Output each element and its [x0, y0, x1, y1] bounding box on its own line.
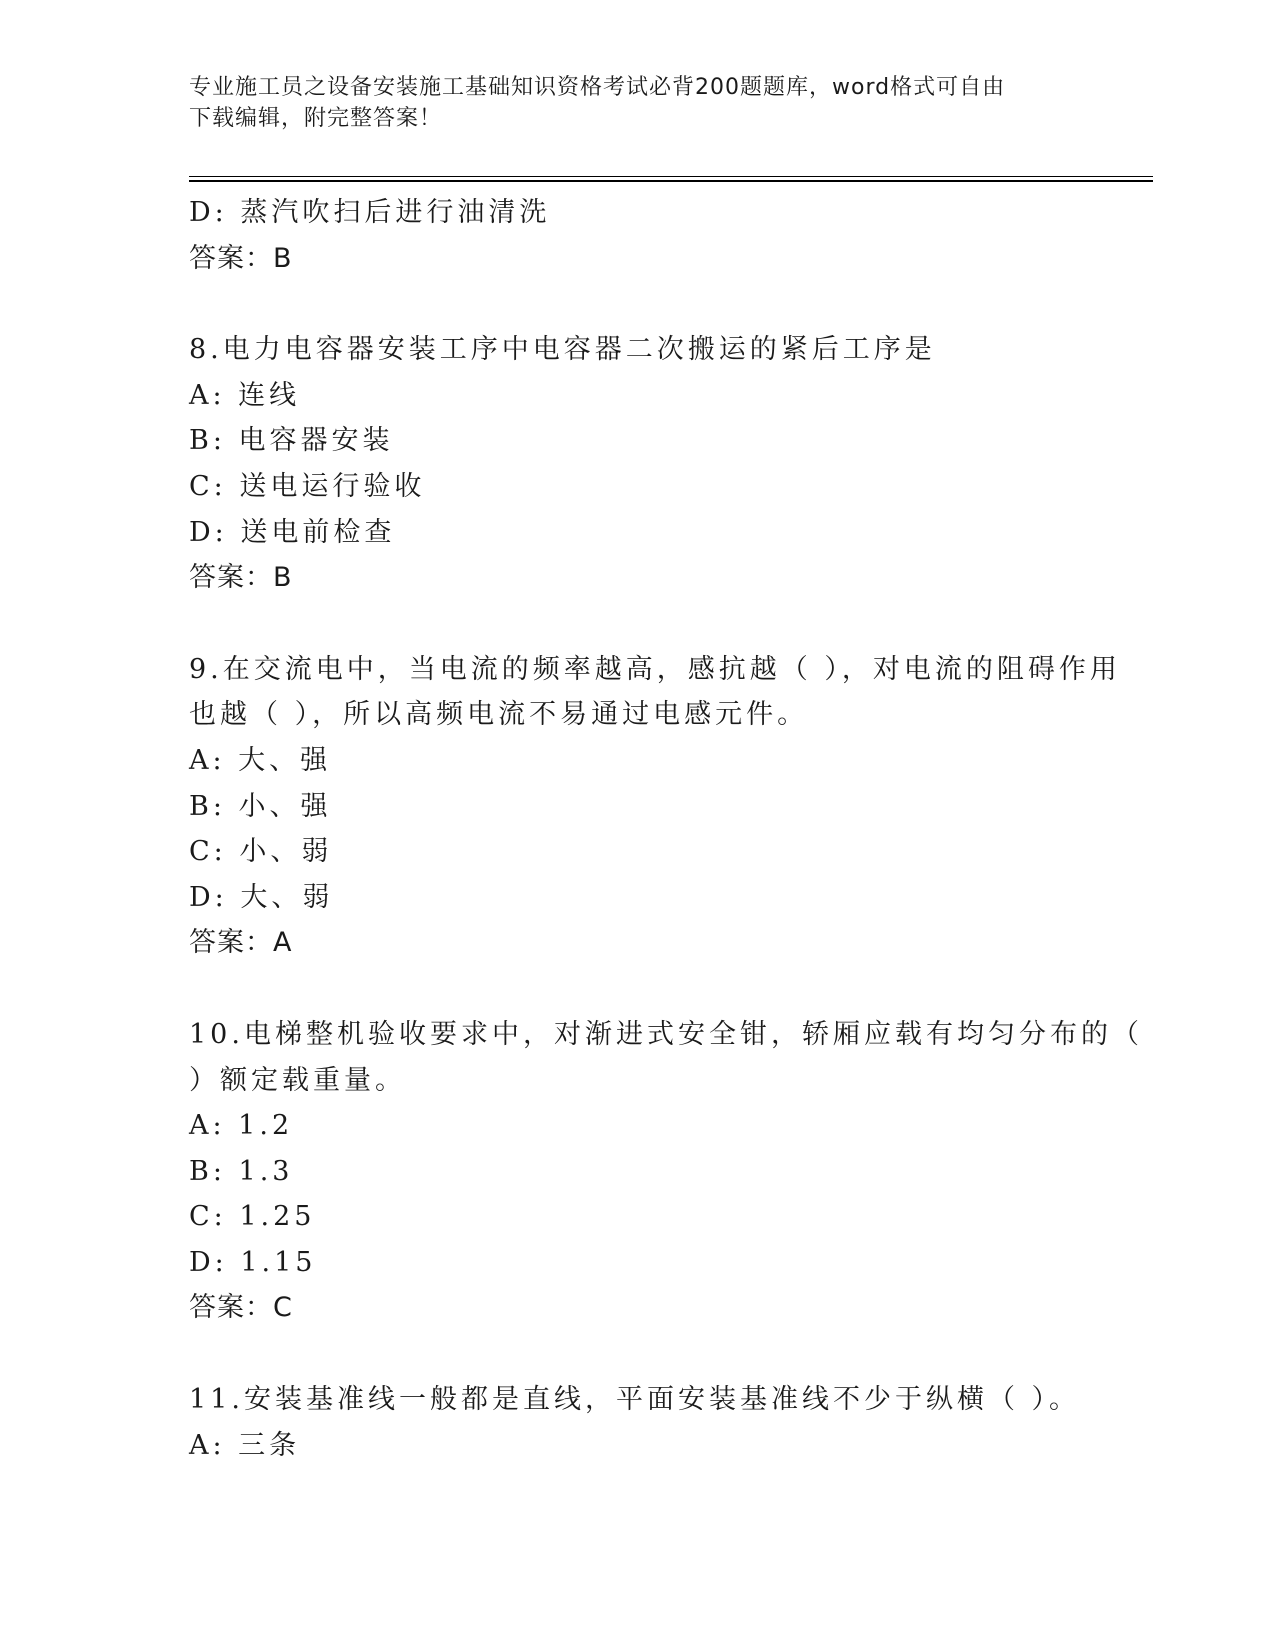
- q10-option-a: A: 1.2: [189, 1110, 294, 1142]
- q10-stem-line-2: ）额定载重量。: [189, 1064, 406, 1096]
- q10-answer: 答案：C: [189, 1292, 293, 1324]
- q9-option-d: D: 大、弱: [189, 881, 334, 913]
- header-line-1: 专业施工员之设备安装施工基础知识资格考试必背200题题库，word格式可自由: [189, 75, 1006, 100]
- q8-option-a: A: 连线: [189, 379, 301, 411]
- q9-option-b: B: 小、强: [189, 790, 332, 822]
- prev-option-d: D: 蒸汽吹扫后进行油清洗: [189, 197, 551, 228]
- q8-option-c: C: 送电运行验收: [189, 470, 426, 502]
- q9-answer: 答案：A: [189, 927, 293, 959]
- q10-option-c: C: 1.25: [189, 1201, 316, 1233]
- question-content: [189, 190, 1143, 1468]
- q9-option-a: A: 大、强: [189, 744, 332, 776]
- q9-option-c: C: 小、弱: [189, 836, 333, 868]
- q8-option-d: D: 送电前检查: [189, 516, 396, 548]
- q11-option-a: A: 三条: [189, 1429, 301, 1461]
- q8-stem: 8.电力电容器安装工序中电容器二次搬运的紧后工序是: [189, 334, 936, 366]
- document-header: [189, 72, 1089, 134]
- prev-answer: 答案：B: [189, 242, 293, 274]
- q11-stem: 11.安装基准线一般都是直线，平面安装基准线不少于纵横（ ）。: [189, 1384, 1081, 1416]
- q8-option-b: B: 电容器安装: [189, 425, 394, 457]
- q10-stem-line-1: 10.电梯整机验收要求中，对渐进式安全钳，轿厢应载有均匀分布的（: [189, 1018, 1143, 1050]
- header-rule-thick: [189, 180, 1153, 182]
- q9-stem-line-1: 9.在交流电中，当电流的频率越高，感抗越（ ），对电流的阻碍作用: [189, 653, 1121, 685]
- q8-answer: 答案：B: [189, 562, 293, 594]
- header-line-2: 下载编辑，附完整答案！: [189, 106, 443, 131]
- q10-option-b: B: 1.3: [189, 1155, 294, 1187]
- q10-option-d: D: 1.15: [189, 1246, 317, 1278]
- header-rule-thin: [189, 176, 1153, 177]
- q9-stem-line-2: 也越（ ），所以高频电流不易通过电感元件。: [189, 699, 809, 731]
